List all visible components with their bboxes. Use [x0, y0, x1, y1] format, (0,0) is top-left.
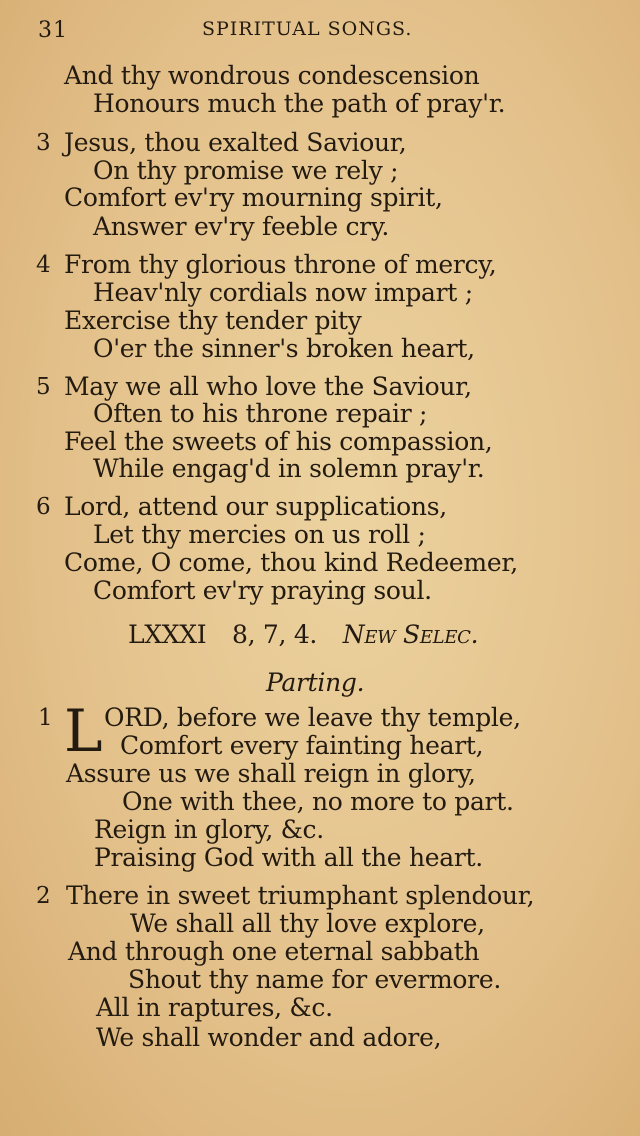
verse-line: Answer ev'ry feeble cry. — [93, 212, 389, 241]
verse-line: From thy glorious throne of mercy, — [64, 250, 497, 279]
hymn-heading — [128, 620, 478, 650]
hymn-number: LXXXI — [128, 620, 207, 649]
verse-line: And through one eternal sabbath — [68, 937, 480, 966]
drop-cap: L — [64, 697, 103, 765]
verse-line: Comfort every fainting heart, — [120, 731, 484, 760]
stanza-number: 2 — [36, 883, 51, 909]
hymn-source: New Selec. — [342, 620, 479, 649]
stanza-number: 1 — [38, 705, 53, 731]
verse-line: O'er the sinner's broken heart, — [93, 334, 475, 363]
verse-line: ORD, before we leave thy temple, — [104, 703, 521, 732]
verse-line: We shall all thy love explore, — [130, 909, 485, 938]
hymn-meter: 8, 7, 4. — [232, 620, 318, 649]
hymn-title: Parting. — [266, 668, 365, 697]
verse-line: Often to his throne repair ; — [93, 399, 428, 428]
verse-line: Heav'nly cordials now impart ; — [93, 278, 473, 307]
verse-line: We shall wonder and adore, — [96, 1023, 442, 1052]
stanza-number: 6 — [36, 494, 51, 520]
verse-line: Let thy mercies on us roll ; — [93, 520, 426, 549]
verse-line: On thy promise we rely ; — [93, 156, 399, 185]
page-number: 31 — [38, 18, 68, 43]
verse-line: There in sweet triumphant splendour, — [66, 881, 535, 910]
verse-line: Reign in glory, &c. — [94, 815, 324, 844]
verse-line: May we all who love the Saviour, — [64, 372, 472, 401]
stanza-number: 4 — [36, 252, 51, 278]
verse-line: Shout thy name for evermore. — [128, 965, 501, 994]
verse-line: Jesus, thou exalted Saviour, — [64, 128, 407, 157]
verse-line: Come, O come, thou kind Redeemer, — [64, 548, 518, 577]
verse-line: While engag'd in solemn pray'r. — [93, 454, 485, 483]
stanza-number: 5 — [36, 374, 51, 400]
verse-line: Comfort ev'ry praying soul. — [93, 576, 432, 605]
verse-line: One with thee, no more to part. — [122, 787, 514, 816]
verse-line: Praising God with all the heart. — [94, 843, 483, 872]
verse-line: Honours much the path of pray'r. — [93, 89, 506, 118]
verse-line: Assure us we shall reign in glory, — [66, 759, 476, 788]
verse-line: Exercise thy tender pity — [64, 306, 362, 335]
stanza-number: 3 — [36, 130, 51, 156]
verse-line: Comfort ev'ry mourning spirit, — [64, 183, 443, 212]
verse-line: And thy wondrous condescension — [64, 61, 480, 90]
running-title: SPIRITUAL SONGS. — [202, 18, 413, 40]
verse-line: Lord, attend our supplications, — [64, 492, 447, 521]
verse-line: Feel the sweets of his compassion, — [64, 427, 493, 456]
verse-line: All in raptures, &c. — [96, 993, 333, 1022]
